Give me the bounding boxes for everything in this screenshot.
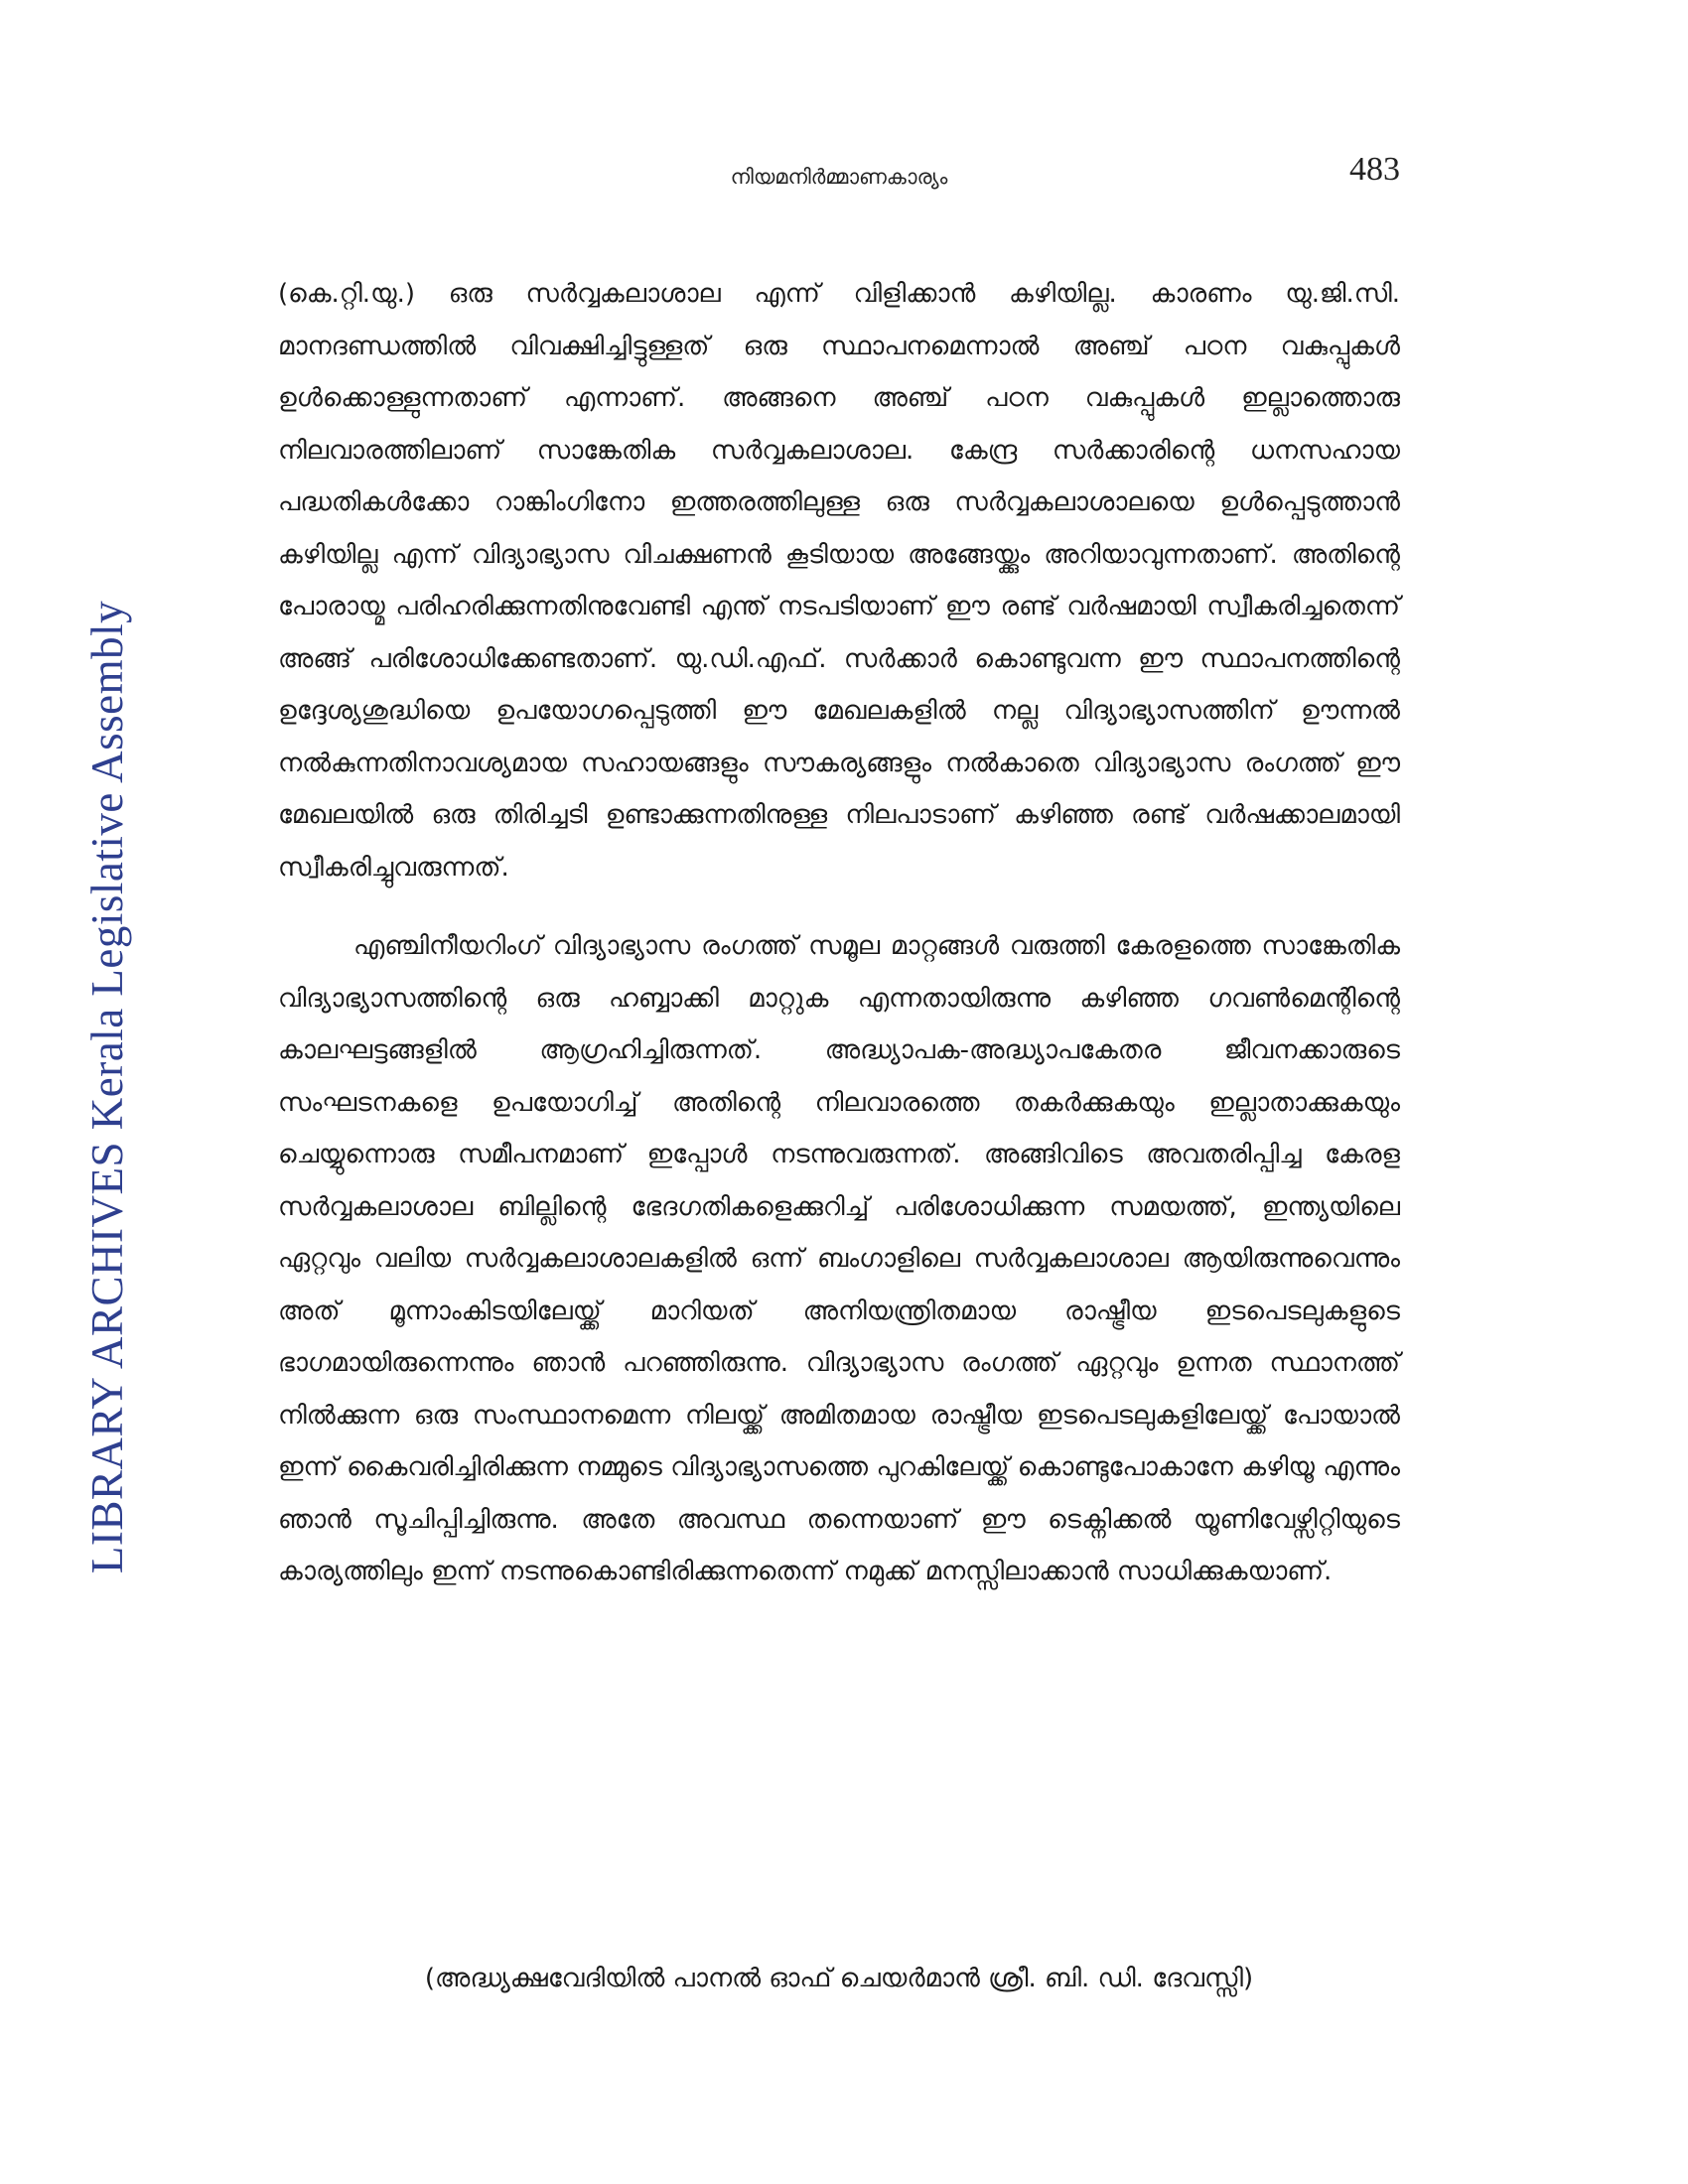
- paragraph-1: (കെ.റ്റി.യു.) ഒരു സർവ്വകലാശാല എന്ന് വിളിക്കാൻ കഴിയില്ല. കാരണം യു.ജി.സി. മാനദണ്ഡത്തിൽ വിവക്ഷിച്ചിട്ടുള്ളത് ഒരു സ്ഥാപനമെന്നാൽ അഞ്ച് പഠന വകുപ്പുകൾ ഉൾക്കൊള്ളുന്നതാണ് എന്നാണ്. അങ്ങനെ അഞ്ച് പഠന വകുപ്പുകൾ ഇല്ലാത്തൊരു നിലവാരത്തിലാണ് സാങ്കേതിക സർവ്വകലാശാല. കേന്ദ്ര സർക്കാരിന്റെ ധനസഹായ പദ്ധതികൾക്കോ റാങ്കിംഗിനോ ഇത്തരത്തിലുള്ള ഒരു സർവ്വകലാശാലയെ ഉൾപ്പെടുത്താൻ കഴിയില്ല എന്ന് വിദ്യാഭ്യാസ വിചക്ഷണൻ കൂടിയായ അങ്ങേയ്ക്കും അറിയാവുന്നതാണ്. അതിന്റെ പോരായ്മ പരിഹരിക്കുന്നതിനുവേണ്ടി എന്ത് നടപടിയാണ് ഈ രണ്ട് വർഷമായി സ്വീകരിച്ചതെന്ന് അങ്ങ് പരിശോധിക്കേണ്ടതാണ്. യു.ഡി.എഫ്. സർക്കാർ കൊണ്ടുവന്ന ഈ സ്ഥാപനത്തിന്റെ ഉദ്ദേശ്യശുദ്ധിയെ ഉപയോഗപ്പെടുത്തി ഈ മേഖലകളിൽ നല്ല വിദ്യാഭ്യാസത്തിന് ഊന്നൽ നൽകുന്നതിനാവശ്യമായ സഹായങ്ങളും സൗകര്യങ്ങളും നൽകാതെ വിദ്യാഭ്യാസ രംഗത്ത് ഈ മേഖലയിൽ ഒരു തിരിച്ചടി ഉണ്ടാക്കുന്നതിനുള്ള നിലപാടാണ് കഴിഞ്ഞ രണ്ട് വർഷക്കാലമായി സ്വീകരിച്ചുവരുന്നത്.: [278, 279, 1400, 883]
- stage-direction: (അദ്ധ്യക്ഷവേദിയിൽ പാനൽ ഓഫ് ചെയർമാൻ ശ്രീ. ബി. ഡി. ദേവസ്സി): [424, 1964, 1254, 1993]
- body-text: [278, 268, 1400, 1598]
- page-number: 483: [1349, 151, 1400, 188]
- paragraph-2: എഞ്ചിനീയറിംഗ് വിദ്യാഭ്യാസ രംഗത്ത് സമൂല മാറ്റങ്ങൾ വരുത്തി കേരളത്തെ സാങ്കേതിക വിദ്യാഭ്യാസത്തിന്റെ ഒരു ഹബ്ബാക്കി മാറ്റുക എന്നതായിരുന്നു കഴിഞ്ഞ ഗവൺമെന്റിന്റെ കാലഘട്ടങ്ങളിൽ ആഗ്രഹിച്ചിരുന്നത്. അദ്ധ്യാപക-അദ്ധ്യാപകേതര ജീവനക്കാരുടെ സംഘടനകളെ ഉപയോഗിച്ച് അതിന്റെ നിലവാരത്തെ തകർക്കുകയും ഇല്ലാതാക്കുകയും ചെയ്യുന്നൊരു സമീപനമാണ് ഇപ്പോൾ നടന്നുവരുന്നത്. അങ്ങിവിടെ അവതരിപ്പിച്ച കേരള സർവ്വകലാശാല ബില്ലിന്റെ ഭേദഗതികളെക്കുറിച്ച് പരിശോധിക്കുന്ന സമയത്ത്, ഇന്ത്യയിലെ ഏറ്റവും വലിയ സർവ്വകലാശാലകളിൽ ഒന്ന് ബംഗാളിലെ സർവ്വകലാശാല ആയിരുന്നുവെന്നും അത് മൂന്നാംകിടയിലേയ്ക്ക് മാറിയത് അനിയന്ത്രിതമായ രാഷ്ട്രീയ ഇടപെടലുകളുടെ ഭാഗമായിരുന്നെന്നും ഞാൻ പറഞ്ഞിരുന്നു. വിദ്യാഭ്യാസ രംഗത്ത് ഏറ്റവും ഉന്നത സ്ഥാനത്ത് നിൽക്കുന്ന ഒരു സംസ്ഥാനമെന്ന നിലയ്ക്ക് അമിതമായ രാഷ്ട്രീയ ഇടപെടലുകളിലേയ്ക്ക് പോയാൽ ഇന്ന് കൈവരിച്ചിരിക്കുന്ന നമ്മുടെ വിദ്യാഭ്യാസത്തെ പുറകിലേയ്ക്ക് കൊണ്ടുപോകാനേ കഴിയൂ എന്നും ഞാൻ സൂചിപ്പിച്ചിരുന്നു. അതേ അവസ്ഥ തന്നെയാണ് ഈ ടെക്നിക്കൽ യൂണിവേഴ്സിറ്റിയുടെ കാര്യത്തിലും ഇന്ന് നടന്നുകൊണ്ടിരിക്കുന്നതെന്ന് നമുക്ക് മനസ്സിലാക്കാൻ സാധിക്കുകയാണ്.: [278, 931, 1400, 1586]
- page-header: [278, 151, 1400, 201]
- running-head: നിയമനിർമ്മാണകാര്യം: [730, 165, 948, 189]
- archive-watermark: LIBRARY ARCHIVES Kerala Legislative Assembly: [82, 600, 132, 1574]
